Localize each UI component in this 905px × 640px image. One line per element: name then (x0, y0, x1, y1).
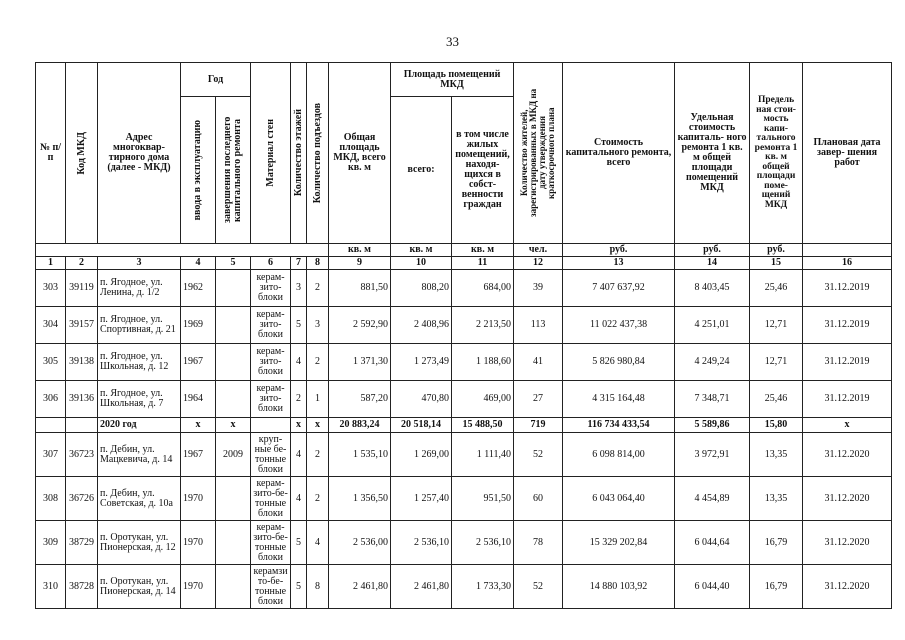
header-god-vvoda: ввода в эксплуатацию (181, 97, 216, 244)
cell-mat: керамзи то-бе- тонные блоки (251, 565, 291, 609)
cell-stoim: 14 880 103,92 (563, 565, 675, 609)
header-god-remont: завершения последнего капитального ремонта (216, 97, 251, 244)
cell-mat: круп- ные бе- тонные блоки (251, 433, 291, 477)
cell-et: 5 (291, 307, 307, 344)
cell-pod: 1 (307, 381, 329, 418)
header-vsego: всего: (391, 97, 452, 244)
cell-addr: п. Ягодное, ул. Спортивная, д. 21 (98, 307, 181, 344)
cell-obsh: 587,20 (329, 381, 391, 418)
cell-et: 4 (291, 344, 307, 381)
table-row (36, 565, 892, 609)
cell-zhil: 469,00 (452, 381, 514, 418)
header-udelnaya: Удельная стоимость капиталь- ного ремонта 1 кв. м общей площади помещений МКД (675, 63, 750, 244)
unit-cell: кв. м (329, 244, 391, 257)
header-material: Материал стен (251, 63, 291, 244)
column-number: 8 (307, 257, 329, 270)
table-row (36, 433, 892, 477)
cell-data: 31.12.2019 (803, 381, 892, 418)
cell-kod: 39119 (66, 270, 98, 307)
cell-stoim: 11 022 437,38 (563, 307, 675, 344)
cell-vvod: 1967 (181, 344, 216, 381)
cell-obsh: 881,50 (329, 270, 391, 307)
cell-kod: 38729 (66, 521, 98, 565)
cell-kod: 36723 (66, 433, 98, 477)
cell-kod: 39136 (66, 381, 98, 418)
cell-data: 31.12.2019 (803, 344, 892, 381)
cell-pred: 16,79 (750, 521, 803, 565)
year-cell-pod: x (307, 418, 329, 433)
cell-obsh: 2 461,80 (329, 565, 391, 609)
cell-vsego: 2 461,80 (391, 565, 452, 609)
cell-mat: керам- зито-бе- тонные блоки (251, 477, 291, 521)
cell-et: 5 (291, 521, 307, 565)
cell-addr: п. Дебин, ул. Мацкевича, д. 14 (98, 433, 181, 477)
cell-stoim: 5 826 980,84 (563, 344, 675, 381)
cell-addr: п. Оротукан, ул. Пионерская, д. 12 (98, 521, 181, 565)
cell-et: 4 (291, 477, 307, 521)
column-number: 6 (251, 257, 291, 270)
cell-ud: 4 454,89 (675, 477, 750, 521)
cell-zhit: 41 (514, 344, 563, 381)
cell-vvod: 1970 (181, 477, 216, 521)
table-row (36, 270, 892, 307)
cell-rem (216, 344, 251, 381)
cell-data: 31.12.2020 (803, 521, 892, 565)
cell-data: 31.12.2019 (803, 307, 892, 344)
header-v-tom-chisle: в том числе жилых помещений, находя- щихся в собст- венности граждан (452, 97, 514, 244)
column-number: 9 (329, 257, 391, 270)
year-cell-ud: 5 589,86 (675, 418, 750, 433)
cell-ud: 3 972,91 (675, 433, 750, 477)
header-planovaya: Плановая дата завер- шения работ (803, 63, 892, 244)
cell-n: 304 (36, 307, 66, 344)
cell-ud: 6 044,64 (675, 521, 750, 565)
year-cell-obsh: 20 883,24 (329, 418, 391, 433)
cell-vsego: 470,80 (391, 381, 452, 418)
unit-cell: руб. (675, 244, 750, 257)
column-number: 3 (98, 257, 181, 270)
cell-zhit: 52 (514, 433, 563, 477)
cell-pod: 2 (307, 477, 329, 521)
table-row (36, 521, 892, 565)
cell-et: 4 (291, 433, 307, 477)
cell-pod: 2 (307, 433, 329, 477)
cell-mat: керам- зито-бе- тонные блоки (251, 521, 291, 565)
cell-pod: 2 (307, 270, 329, 307)
cell-vsego: 1 269,00 (391, 433, 452, 477)
header-kod: Код МКД (66, 63, 98, 244)
column-number: 14 (675, 257, 750, 270)
cell-rem (216, 270, 251, 307)
cell-pred: 25,46 (750, 270, 803, 307)
year-cell-pred: 15,80 (750, 418, 803, 433)
cell-vvod: 1964 (181, 381, 216, 418)
cell-pred: 13,35 (750, 433, 803, 477)
cell-data: 31.12.2020 (803, 477, 892, 521)
cell-vvod: 1970 (181, 521, 216, 565)
header-zhiteley: Количество жителей, зарегистрированных в МКД на дату утверждения краткосрочного плана (514, 63, 563, 244)
unit-cell: кв. м (452, 244, 514, 257)
cell-rem (216, 381, 251, 418)
cell-rem (216, 307, 251, 344)
cell-zhil: 1 111,40 (452, 433, 514, 477)
year-cell-vsego: 20 518,14 (391, 418, 452, 433)
year-cell-rem: x (216, 418, 251, 433)
cell-obsh: 1 371,30 (329, 344, 391, 381)
cell-vsego: 2 408,96 (391, 307, 452, 344)
column-number: 12 (514, 257, 563, 270)
cell-pred: 25,46 (750, 381, 803, 418)
cell-vsego: 808,20 (391, 270, 452, 307)
table-row (36, 381, 892, 418)
cell-ud: 8 403,45 (675, 270, 750, 307)
column-number: 1 (36, 257, 66, 270)
page-number: 33 (446, 34, 459, 49)
cell-kod: 36726 (66, 477, 98, 521)
cell-addr: п. Дебин, ул. Советская, д. 10а (98, 477, 181, 521)
year-cell-zhit: 719 (514, 418, 563, 433)
cell-n: 306 (36, 381, 66, 418)
cell-zhit: 39 (514, 270, 563, 307)
column-number: 13 (563, 257, 675, 270)
column-number: 5 (216, 257, 251, 270)
cell-vvod: 1970 (181, 565, 216, 609)
header-n-pp: № п/п (36, 63, 66, 244)
cell-pred: 16,79 (750, 565, 803, 609)
column-number: 16 (803, 257, 892, 270)
header-obshaya: Общая площадь МКД, всего кв. м (329, 63, 391, 244)
cell-ud: 6 044,40 (675, 565, 750, 609)
cell-zhil: 1 733,30 (452, 565, 514, 609)
year-cell-vvod: x (181, 418, 216, 433)
year-cell-mat (251, 418, 291, 433)
cell-ud: 7 348,71 (675, 381, 750, 418)
column-number: 4 (181, 257, 216, 270)
cell-vvod: 1967 (181, 433, 216, 477)
cell-vsego: 2 536,10 (391, 521, 452, 565)
cell-data: 31.12.2019 (803, 270, 892, 307)
cell-zhit: 60 (514, 477, 563, 521)
cell-n: 310 (36, 565, 66, 609)
cell-zhil: 2 213,50 (452, 307, 514, 344)
cell-zhil: 2 536,10 (452, 521, 514, 565)
cell-data: 31.12.2020 (803, 565, 892, 609)
unit-empty (803, 244, 892, 257)
cell-vvod: 1969 (181, 307, 216, 344)
cell-addr: п. Ягодное, ул. Школьная, д. 7 (98, 381, 181, 418)
cell-zhil: 1 188,60 (452, 344, 514, 381)
unit-cell: руб. (750, 244, 803, 257)
year-cell-data: x (803, 418, 892, 433)
cell-pod: 8 (307, 565, 329, 609)
cell-zhit: 113 (514, 307, 563, 344)
header-stoimost: Стоимость капитального ремонта, всего (563, 63, 675, 244)
cell-mat: керам- зито- блоки (251, 270, 291, 307)
cell-mat: керам- зито- блоки (251, 307, 291, 344)
table-row (36, 344, 892, 381)
cell-vvod: 1962 (181, 270, 216, 307)
cell-pred: 13,35 (750, 477, 803, 521)
cell-zhil: 951,50 (452, 477, 514, 521)
cell-obsh: 1 356,50 (329, 477, 391, 521)
cell-pred: 12,71 (750, 307, 803, 344)
cell-zhit: 52 (514, 565, 563, 609)
cell-n: 305 (36, 344, 66, 381)
column-number: 2 (66, 257, 98, 270)
cell-n: 307 (36, 433, 66, 477)
column-number: 15 (750, 257, 803, 270)
year-cell-zhil: 15 488,50 (452, 418, 514, 433)
cell-addr: п. Ягодное, ул. Ленина, д. 1/2 (98, 270, 181, 307)
cell-stoim: 7 407 637,92 (563, 270, 675, 307)
unit-cell: чел. (514, 244, 563, 257)
cell-et: 2 (291, 381, 307, 418)
year-cell-stoim: 116 734 433,54 (563, 418, 675, 433)
cell-kod: 38728 (66, 565, 98, 609)
header-ploshad-group: Площадь помещений МКД (391, 63, 514, 97)
cell-pod: 4 (307, 521, 329, 565)
unit-cell: руб. (563, 244, 675, 257)
cell-ud: 4 251,01 (675, 307, 750, 344)
header-podezdov: Количество подъездов (307, 63, 329, 244)
cell-mat: керам- зито- блоки (251, 381, 291, 418)
cell-pod: 2 (307, 344, 329, 381)
unit-empty (36, 244, 329, 257)
cell-n: 308 (36, 477, 66, 521)
cell-zhit: 78 (514, 521, 563, 565)
column-number: 10 (391, 257, 452, 270)
cell-stoim: 4 315 164,48 (563, 381, 675, 418)
cell-rem (216, 477, 251, 521)
cell-rem: 2009 (216, 433, 251, 477)
cell-obsh: 2 536,00 (329, 521, 391, 565)
year-cell-empty (66, 418, 98, 433)
cell-stoim: 15 329 202,84 (563, 521, 675, 565)
column-number: 11 (452, 257, 514, 270)
cell-obsh: 1 535,10 (329, 433, 391, 477)
column-number: 7 (291, 257, 307, 270)
cell-pred: 12,71 (750, 344, 803, 381)
cell-et: 3 (291, 270, 307, 307)
cell-vsego: 1 257,40 (391, 477, 452, 521)
unit-cell: кв. м (391, 244, 452, 257)
cell-kod: 39138 (66, 344, 98, 381)
cell-rem (216, 565, 251, 609)
cell-vsego: 1 273,49 (391, 344, 452, 381)
table-row (36, 307, 892, 344)
cell-stoim: 6 098 814,00 (563, 433, 675, 477)
header-predelnaya: Предель ная стои- мость капи- тального ремонта 1 кв. м общей площади поме- щений МКД (750, 63, 803, 244)
cell-n: 303 (36, 270, 66, 307)
cell-rem (216, 521, 251, 565)
cell-zhit: 27 (514, 381, 563, 418)
header-address: Адрес многоквар- тирного дома (далее - МКД) (98, 63, 181, 244)
header-god: Год (181, 63, 251, 97)
cell-et: 5 (291, 565, 307, 609)
repair-plan-table (35, 62, 892, 609)
cell-mat: керам- зито- блоки (251, 344, 291, 381)
cell-obsh: 2 592,90 (329, 307, 391, 344)
cell-ud: 4 249,24 (675, 344, 750, 381)
cell-addr: п. Ягодное, ул. Школьная, д. 12 (98, 344, 181, 381)
year-summary-row (36, 418, 892, 433)
year-cell-et: x (291, 418, 307, 433)
cell-data: 31.12.2020 (803, 433, 892, 477)
cell-stoim: 6 043 064,40 (563, 477, 675, 521)
cell-pod: 3 (307, 307, 329, 344)
year-cell-label: 2020 год (98, 418, 181, 433)
cell-addr: п. Оротукан, ул. Пионерская, д. 14 (98, 565, 181, 609)
header-etazhey: Количество этажей (291, 63, 307, 244)
table-row (36, 477, 892, 521)
cell-kod: 39157 (66, 307, 98, 344)
cell-n: 309 (36, 521, 66, 565)
cell-zhil: 684,00 (452, 270, 514, 307)
year-cell-empty (36, 418, 66, 433)
